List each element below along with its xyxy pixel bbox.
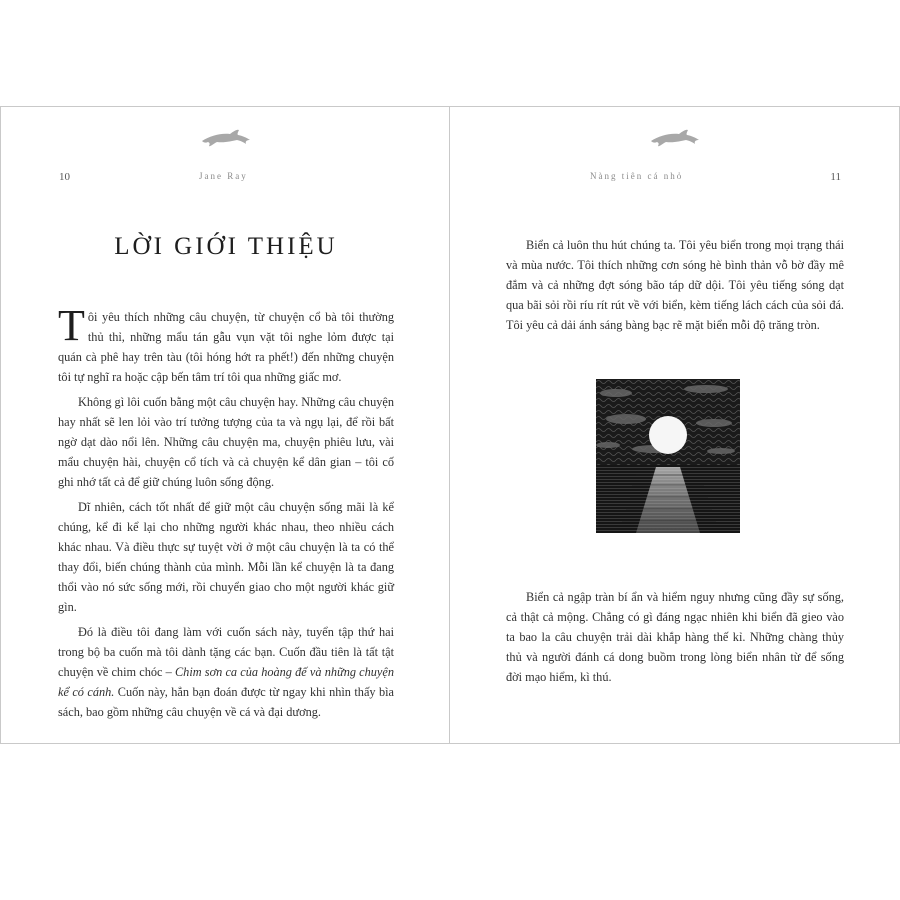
paragraph-4: Đó là điều tôi đang làm với cuốn sách này, tuyển tập thứ hai trong bộ ba cuốn mà tôi dành tặng các bạn. Cuốn đầu tiên là tất tật chuyện về chim chóc – Chim sơn ca của hoàng đế và những chuyện kể có cánh. Cuốn này, hẳn bạn đoán được từ ngay khi nhìn thấy bìa sách, bao gồm những câu chuyện về cá và đại dương. <box>58 625 394 719</box>
chapter-title: LỜI GIỚI THIỆU <box>114 233 338 260</box>
page-number: 10 <box>59 171 70 183</box>
running-head: Nàng tiên cá nhỏ <box>590 171 684 181</box>
paragraph-bottom: Biển cả ngập tràn bí ẩn và hiểm nguy nhưng cũng đầy sự sống, cả thật cả mộng. Chẳng có gì đáng ngạc nhiên khi biển đã gieo vào ta bao la câu chuyện trải dài khắp hàng thế kỉ. Những chàng thủy thủ và người đánh cá dong buồm trong lòng biển nhân từ để sống đời mạo hiểm, kì thú. <box>506 590 844 684</box>
book-title-italic: Chim sơn ca của hoàng đế và những chuyện kể có cánh. <box>58 665 394 699</box>
drop-cap: T <box>58 301 85 350</box>
running-head: Jane Ray <box>199 171 248 181</box>
right-page <box>450 107 900 743</box>
right-body-bottom <box>506 587 844 692</box>
dolphin-icon <box>200 127 252 149</box>
left-page <box>0 107 450 743</box>
paragraph-2: Không gì lôi cuốn bằng một câu chuyện hay. Những câu chuyện hay nhất sẽ len lỏi vào trí tưởng tượng của ta và ngụ lại, để rồi bất ngờ dạt dào nổi lên. Những câu chuyện ma, chuyện phiêu lưu, vài mẩu chuyện hài, chuyện cổ tích và cả chuyện kể dân gian – tôi cố ghi nhớ tất cả để giữ chúng luôn sống động. <box>58 395 394 489</box>
book-spread <box>0 106 900 744</box>
paragraph-1: Tôi yêu thích những câu chuyện, từ chuyện cổ bà tôi thường thủ thỉ, những mẩu tán gẫu vụn vặt tôi nghe lỏm được tại quán cà phê hay trên tàu (tôi hóng hớt ra phết!) đến những chuyện tôi tự nghĩ ra hoặc cập bến tâm trí tôi qua những giấc mơ. <box>58 301 394 384</box>
moon-over-sea-illustration <box>596 379 740 533</box>
page-number: 11 <box>830 171 841 183</box>
paragraph-top: Biển cả luôn thu hút chúng ta. Tôi yêu biển trong mọi trạng thái và mùa nước. Tôi thích những cơn sóng hè bình thản vỗ bờ đầy mê đắm và cả những đợt sóng bão táp dữ dội. Tôi yêu tiếng sóng dạt qua bãi sỏi rồi ríu rít rút về với biển, kèm tiếng lách cách của sỏi đá. Tôi yêu cả dải ánh sáng bàng bạc rẽ mặt biển mỗi độ trăng tròn. <box>506 238 844 332</box>
left-body-text <box>58 301 394 727</box>
paragraph-3: Dĩ nhiên, cách tốt nhất để giữ một câu chuyện sống mãi là kể chúng, kể đi kể lại cho những người khác nhau, theo nhiều cách khác nhau. Và điều thực sự tuyệt vời ở một câu chuyện là ta có thể thay đổi, biến chúng thành của mình. Mỗi lần kể chuyện là ta đang thổi vào nó sức sống mới, rồi chuyển giao cho một người khác giữ gìn. <box>58 500 394 614</box>
dolphin-icon <box>649 127 701 149</box>
right-body-top <box>506 235 844 340</box>
